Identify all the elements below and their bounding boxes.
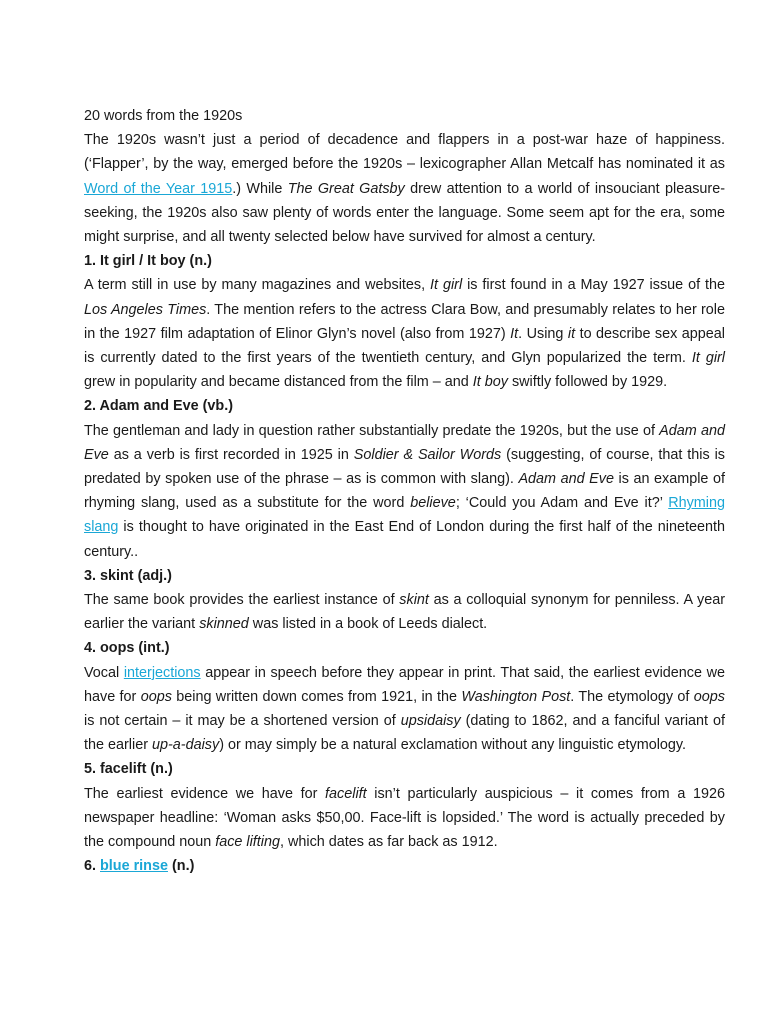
document-title: 20 words from the 1920s bbox=[84, 108, 243, 124]
italic-term: The Great Gatsby bbox=[287, 180, 405, 197]
section-heading-facelift bbox=[84, 757, 725, 781]
italic-term: it bbox=[567, 325, 576, 342]
text-run: The earliest evidence we have for bbox=[84, 785, 326, 802]
italic-term: up-a-daisy bbox=[152, 737, 220, 754]
text-run: . The etymology of bbox=[570, 688, 694, 705]
section-heading-blue-rinse bbox=[84, 854, 725, 878]
italic-term: oops bbox=[693, 688, 725, 705]
text-run: to describe sex appeal is currently dated to the first years of the twentieth century, and Glyn popularized the term. bbox=[84, 325, 725, 367]
text-run: , which dates as far back as 1912. bbox=[280, 834, 498, 851]
text-run: isn’t particularly auspicious – it comes from a 1926 newspaper headline: ‘Woman asks $50,00. Face-lift is lopsided.’ The word is actually preceded by the compound noun bbox=[84, 785, 725, 851]
text-run: 2. Adam and Eve (vb.) bbox=[84, 398, 234, 415]
text-run: as a verb is first recorded in 1925 in bbox=[108, 446, 354, 463]
italic-term: skinned bbox=[199, 616, 249, 633]
text-run: Vocal bbox=[84, 664, 124, 681]
text-run: is first found in a May 1927 issue of the bbox=[462, 277, 726, 294]
text-run: (suggesting, of course, that this is predated by spoken use of the phrase – as is common with slang). bbox=[84, 446, 725, 488]
text-run: .) While bbox=[232, 180, 288, 197]
text-run: The same book provides the earliest instance of bbox=[84, 592, 400, 609]
text-run: is thought to have originated in the East End of London during the first half of the nineteenth century.. bbox=[84, 519, 725, 560]
text-run: 4. oops (int.) bbox=[84, 640, 170, 657]
text-run: was listed in a book of Leeds dialect. bbox=[248, 616, 488, 633]
text-run: drew attention to a world of insouciant pleasure-seeking, the 1920s also saw plenty of words enter the language. Some seem apt for the era, some might surprise, and all twenty selected below have survived for almost a century. bbox=[84, 180, 725, 246]
inline-link[interactable]: Rhyming slang bbox=[84, 495, 726, 536]
section-heading-adam-and-eve bbox=[84, 394, 725, 418]
section-heading-it-girl bbox=[84, 249, 725, 273]
text-run: 5. facelift (n.) bbox=[84, 761, 173, 778]
text-run: 6. bbox=[84, 858, 100, 875]
italic-term: facelift bbox=[325, 785, 367, 802]
italic-term: It boy bbox=[472, 374, 508, 391]
text-run: ; ‘Could you Adam and Eve it?’ bbox=[455, 495, 669, 512]
section-body-it-girl bbox=[84, 273, 725, 394]
section-body-skint bbox=[84, 588, 725, 636]
italic-term: It girl bbox=[691, 350, 726, 367]
intro-paragraph bbox=[84, 128, 725, 249]
text-run: . Using bbox=[518, 325, 568, 342]
italic-term: face lifting bbox=[215, 834, 281, 851]
text-run: grew in popularity and became distanced from the film – and bbox=[84, 374, 473, 391]
document-body bbox=[84, 104, 725, 879]
inline-link[interactable]: Word of the Year 1915 bbox=[84, 180, 233, 197]
italic-term: Los Angeles Times bbox=[84, 301, 207, 318]
text-run: . The mention refers to the actress Clara Bow, and presumably relates to her role in the 1927 film adaptation of Elinor Glyn’s novel (also from 1927) bbox=[84, 301, 726, 342]
text-run: (dating to 1862, and a fanciful variant of the earlier bbox=[84, 713, 725, 754]
text-run: 1. It girl / It boy (n.) bbox=[84, 253, 212, 270]
section-body-adam-and-eve bbox=[84, 419, 725, 564]
text-run: (n.) bbox=[167, 858, 195, 875]
text-run: The gentleman and lady in question rather substantially predate the 1920s, but the use of bbox=[84, 422, 660, 439]
text-run: 3. skint (adj.) bbox=[84, 567, 172, 584]
text-run: appear in speech before they appear in print. That said, the earliest evidence we have for bbox=[84, 664, 725, 705]
italic-term: Washington Post bbox=[461, 688, 571, 705]
text-run: as a colloquial synonym for penniless. A year earlier the variant bbox=[84, 592, 725, 633]
section-body-oops bbox=[84, 661, 725, 758]
section-heading-skint bbox=[84, 564, 725, 588]
italic-term: believe bbox=[410, 495, 456, 512]
text-run: is not certain – it may be a shortened version of bbox=[84, 713, 401, 730]
italic-term: Adam and Eve bbox=[518, 471, 614, 488]
section-heading-oops bbox=[84, 636, 725, 660]
inline-link[interactable]: blue rinse bbox=[100, 858, 168, 875]
italic-term: Adam and Eve bbox=[84, 422, 725, 463]
italic-term: It girl bbox=[430, 277, 463, 294]
text-run: swiftly followed by 1929. bbox=[507, 374, 668, 391]
text-run: being written down comes from 1921, in the bbox=[171, 688, 462, 705]
section-body-facelift bbox=[84, 782, 725, 855]
text-run: is an example of rhyming slang, used as a substitute for the word bbox=[84, 471, 725, 512]
italic-term: upsidaisy bbox=[400, 713, 461, 730]
inline-link[interactable]: interjections bbox=[123, 664, 201, 681]
italic-term: It bbox=[510, 325, 519, 342]
italic-term: oops bbox=[140, 688, 172, 705]
text-run: ) or may simply be a natural exclamation without any linguistic etymology. bbox=[219, 737, 687, 754]
text-run: The 1920s wasn’t just a period of decadence and flappers in a post-war haze of happiness. (‘Flapper’, by the way, emerged before the 1920s – lexicographer Allan Metcalf has nominated it as bbox=[84, 132, 725, 173]
text-run: A term still in use by many magazines and websites, bbox=[84, 277, 431, 294]
italic-term: skint bbox=[399, 592, 429, 609]
italic-term: Soldier & Sailor Words bbox=[353, 446, 502, 463]
